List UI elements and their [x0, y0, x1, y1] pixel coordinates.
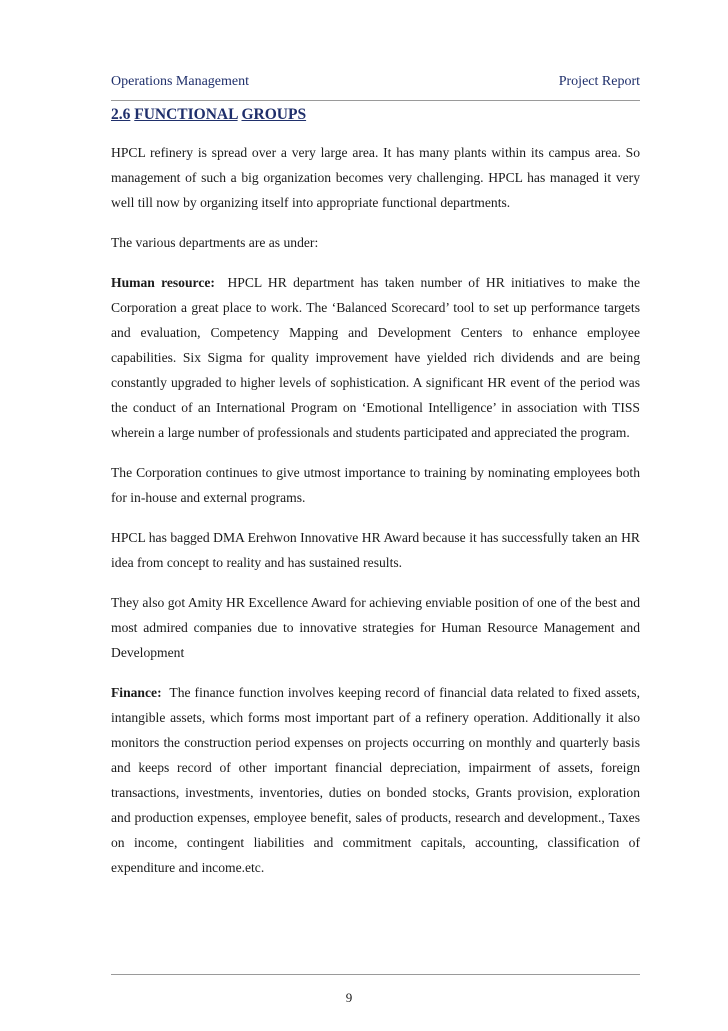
dma-award-paragraph: HPCL has bagged DMA Erehwon Innovative HR Award because it has successfully taken an HR idea from concept to reality and has sustained results.: [111, 530, 640, 570]
departments-lead-paragraph: The various departments are as under:: [111, 235, 319, 250]
header-right-title: Project Report: [558, 74, 640, 89]
header-left-title: Operations Management: [111, 74, 250, 89]
page-header: [111, 74, 640, 94]
header-divider: [111, 100, 640, 101]
hr-text: HPCL HR department has taken number of HR initiatives to make the Corporation a great place to work. The ‘Balanced Scorecard’ tool to set up performance targets and evaluation, Competency Mapping and Development Centers to enhance employee capabilities. Six Sigma for quality improvement have yielded rich dividends and are being constantly upgraded to higher levels of sophistication. A significant HR event of the period was the conduct of an International Program on ‘Emotional Intelligence’ in association with TISS wherein a large number of professionals and students participated and appreciated the program.: [111, 275, 640, 440]
hr-paragraph: [111, 270, 640, 445]
finance-paragraph: [111, 680, 640, 880]
section-number: 2.6: [111, 106, 131, 123]
intro-paragraph: HPCL refinery is spread over a very large area. It has many plants within its campus area. So management of such a big organization becomes very challenging. HPCL has managed it very well till now by organizing itself into appropriate functional departments.: [111, 145, 640, 210]
finance-label: Finance:: [111, 685, 162, 700]
page-number: 9: [345, 990, 353, 1005]
amity-award-paragraph: They also got Amity HR Excellence Award for achieving enviable position of one of the best and most admired companies due to innovative strategies for Human Resource Management and Development: [111, 595, 640, 660]
section-heading: [111, 106, 306, 124]
page-content: [111, 140, 640, 895]
section-title-word-1: FUNCTIONAL: [134, 106, 238, 123]
hr-label: Human resource:: [111, 275, 215, 290]
document-page: [111, 0, 640, 1031]
section-title-word-2: GROUPS: [241, 106, 307, 123]
finance-text: The finance function involves keeping record of financial data related to fixed assets, intangible assets, which forms most important part of a refinery operation. Additionally it also monitors the construction period expenses on projects occurring on monthly and quarterly basis and keeps record of other important financial depreciation, impairment of assets, foreign transactions, investments, inventories, duties on bonded stocks, Grants provision, exploration and production expenses, employee benefit, sales of products, research and development., Taxes on income, contingent liabilities and commitment capitals, accounting, classification of expenditure and income.etc.: [111, 685, 640, 875]
footer-divider: [111, 974, 640, 975]
training-paragraph: The Corporation continues to give utmost importance to training by nominating employees both for in-house and external programs.: [111, 465, 640, 505]
